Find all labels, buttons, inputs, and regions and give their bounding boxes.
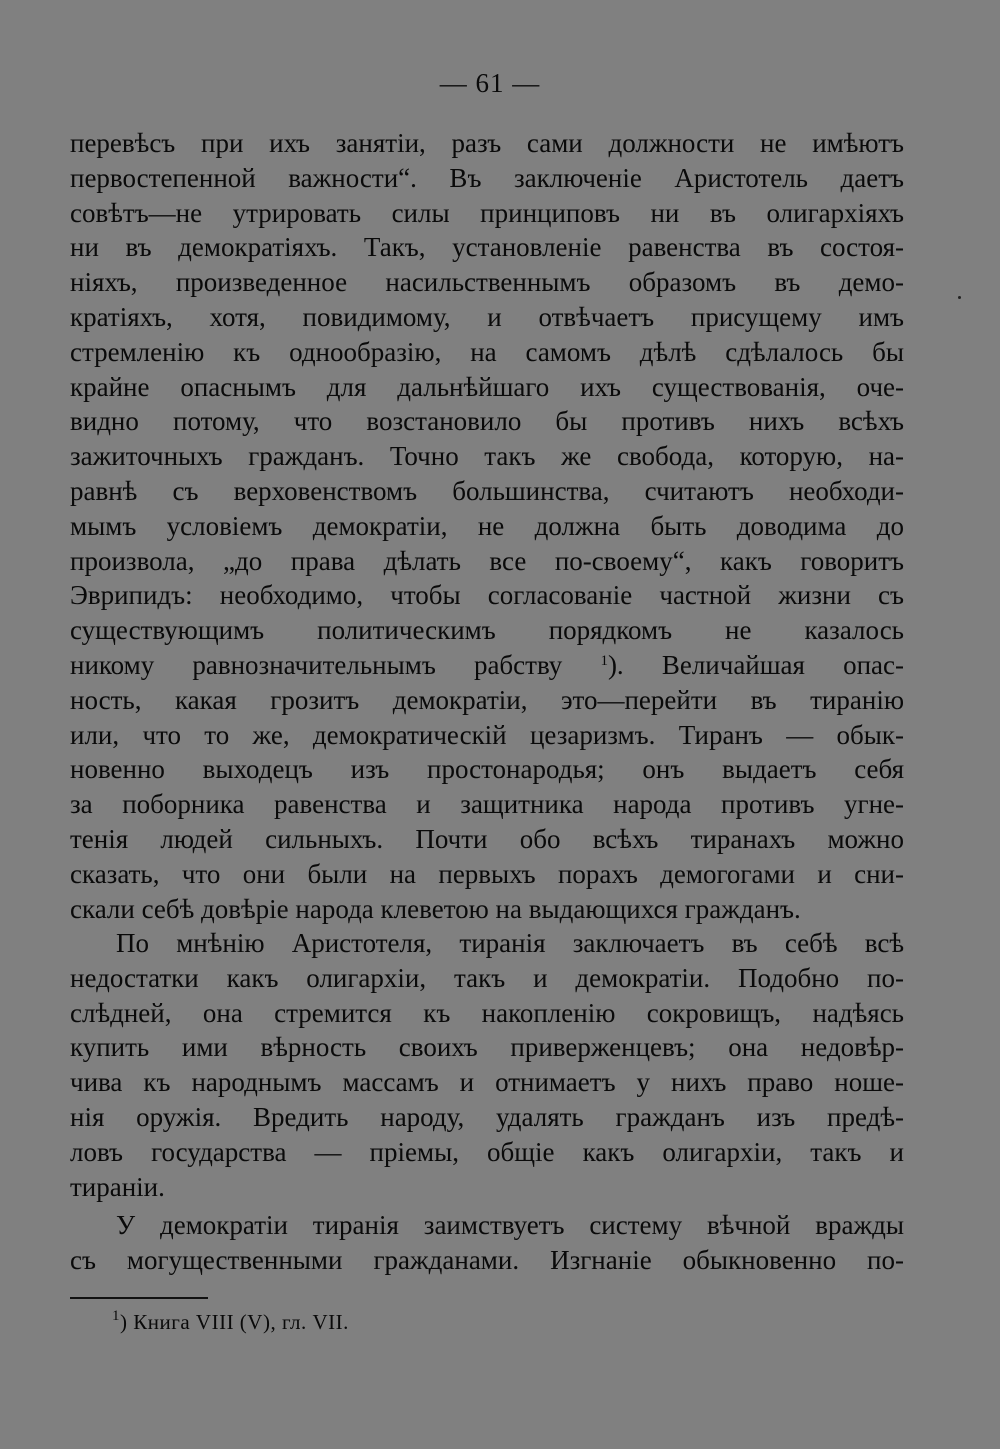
text-line: ни въ демократіяхъ. Такъ, установленіе равенства въ состоя- xyxy=(70,232,904,263)
text-line: сказать, что они были на первыхъ порахъ демогогами и сни- xyxy=(70,858,904,889)
paragraph-1 xyxy=(70,126,904,926)
text-line: или, что то же, демократическій цезаризмъ. Тиранъ — обык- xyxy=(70,719,904,750)
text-line: новенно выходецъ изъ простонародья; онъ выдаетъ себя xyxy=(70,754,904,785)
footnote-reference[interactable]: 1 xyxy=(600,652,608,669)
text-line: первостепенной важности“. Въ заключеніе Аристотель даетъ xyxy=(70,162,904,193)
text-line: мымъ условіемъ демократіи, не должна быть доводима до xyxy=(70,510,904,541)
text-line: съ могущественными гражданами. Изгнаніе обыкновенно по- xyxy=(70,1244,904,1275)
text-line: чива къ народнымъ массамъ и отнимаетъ у нихъ право ноше- xyxy=(70,1067,904,1098)
paragraph-2 xyxy=(70,926,904,1204)
text-line: скали себѣ довѣріе народа клеветою на выдающихся гражданъ. xyxy=(70,893,801,924)
footnote-text: ) Книга VIII (V), гл. VII. xyxy=(120,1310,349,1334)
footnote-divider xyxy=(70,1297,208,1299)
scan-speck xyxy=(958,296,961,299)
text-line: слѣдней, она стремится къ накопленію сокровищъ, надѣясь xyxy=(70,997,904,1028)
text-line: произвола, „до права дѣлать все по-своему“, какъ говоритъ xyxy=(70,545,904,576)
text-line: У демократіи тиранія заимствуетъ систему вѣчной вражды xyxy=(116,1210,904,1240)
text-line: видно потому, что возстановило бы противъ нихъ всѣхъ xyxy=(70,406,904,437)
text-line: ніяхъ, произведенное насильственнымъ образомъ въ демо- xyxy=(70,267,904,298)
text-line: зажиточныхъ гражданъ. Точно такъ же свобода, которую, на- xyxy=(70,441,904,472)
text-line: тираніи. xyxy=(70,1171,165,1202)
text-line: Эврипидъ: необходимо, чтобы согласованіе частной жизни съ xyxy=(70,580,904,611)
text-line: совѣтъ—не утрировать силы принциповъ ни въ олигархіяхъ xyxy=(70,197,904,228)
text-line: крайне опаснымъ для дальнѣйшаго ихъ существованія, оче- xyxy=(70,371,904,402)
text-line: нія оружія. Вредить народу, удалять гражданъ изъ предѣ- xyxy=(70,1101,904,1132)
text-line: кратіяхъ, хотя, повидимому, и отвѣчаетъ присущему имъ xyxy=(70,301,904,332)
footnote-marker: 1 xyxy=(112,1308,120,1324)
footnote xyxy=(112,1310,349,1335)
text-line: перевѣсъ при ихъ занятіи, разъ сами должности не имѣютъ xyxy=(70,128,904,158)
paragraph-3 xyxy=(70,1208,904,1278)
text-line-with-footnote xyxy=(70,648,904,683)
text-line: ность, какая грозитъ демократіи, это—перейти въ тиранію xyxy=(70,684,904,715)
text-line: тенія людей сильныхъ. Почти обо всѣхъ тиранахъ можно xyxy=(70,823,904,854)
text-line: ловъ государства — пріемы, общіе какъ олигархіи, такъ и xyxy=(70,1136,904,1167)
text-line: равнѣ съ верховенствомъ большинства, считаютъ необходи- xyxy=(70,475,904,506)
text-line: купить ими вѣрность своихъ приверженцевъ; она недовѣр- xyxy=(70,1032,904,1063)
page-number: — 61 — xyxy=(439,68,541,98)
text-line: стремленію къ однообразію, на самомъ дѣлѣ сдѣлалось бы xyxy=(70,336,904,367)
text-line: По мнѣнію Аристотеля, тиранія заключаетъ въ себѣ всѣ xyxy=(116,928,904,958)
text-line: за поборника равенства и защитника народа противъ угне- xyxy=(70,789,904,820)
text-segment: ). Величайшая опас- xyxy=(607,649,904,680)
text-line: недостатки какъ олигархіи, такъ и демократіи. Подобно по- xyxy=(70,962,904,993)
text-segment: никому равнозначительнымъ рабству xyxy=(70,649,563,680)
text-line: существующимъ политическимъ порядкомъ не казалось xyxy=(70,615,904,646)
